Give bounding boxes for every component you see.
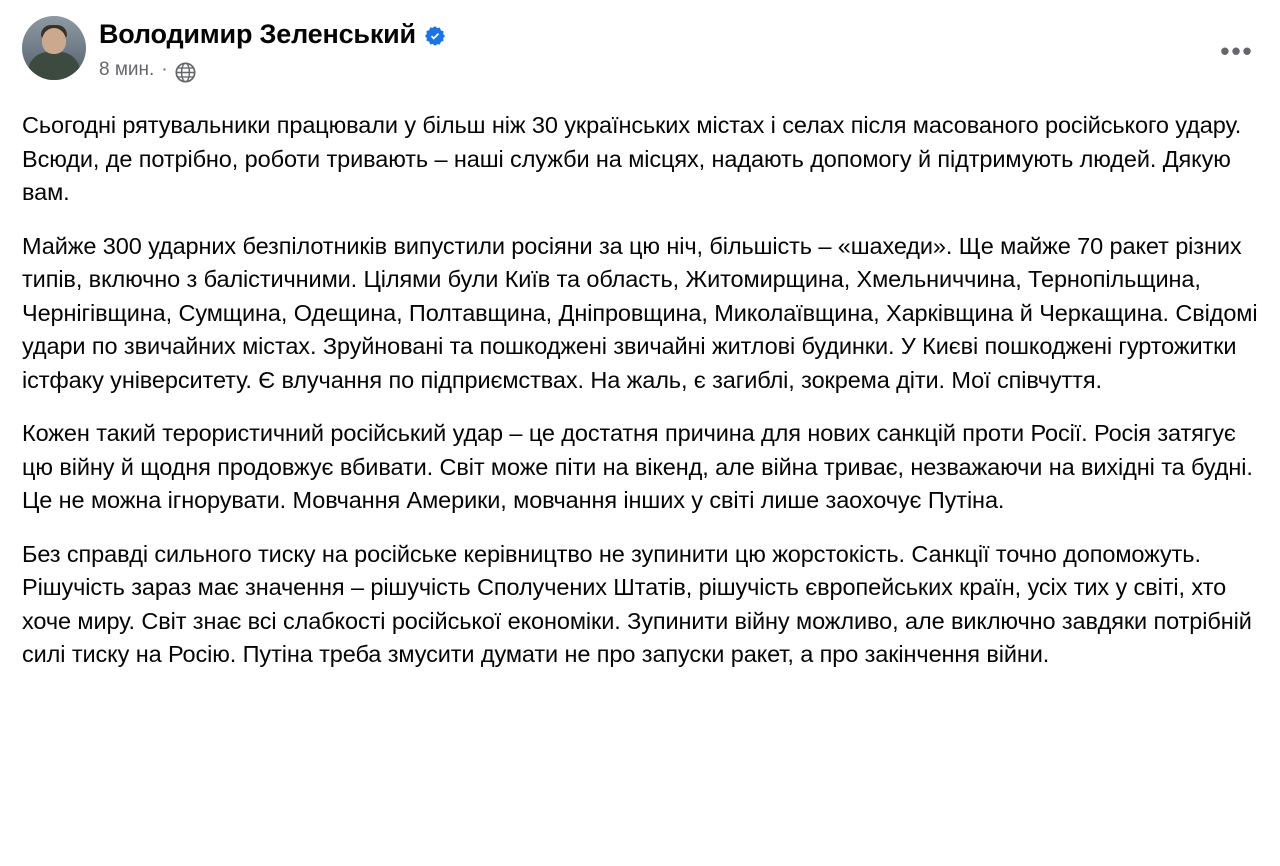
post-paragraph: Кожен такий терористичний російський удар – це достатня причина для нових санкцій проти Росії. Росія затягує цю війну й щодня продовжує вбивати. Світ може піти на вікенд, але війна триває, незважаючи на вихідні та будні. Це не можна ігнорувати. Мовчання Америки, мовчання інших у світі лише заохочує Путіна.	[22, 420, 1253, 513]
post-header	[22, 14, 1258, 92]
post-header-text	[99, 14, 1258, 82]
avatar-body	[28, 52, 80, 80]
post-paragraph: Без справді сильного тиску на російське керівництво не зупинити цю жорстокість. Санкції точно допоможуть. Рішучість зараз має значення – рішучість Сполучених Штатів, рішучість європейських країн, усіх тих у світі, хто хоче миру. Світ знає всі слабкості російської економіки. Зупинити війну можливо, але виключно завдяки потрібній силі тиску на Росію. Путіна треба змусити думати не про запуски ракет, а про закінчення війни.	[22, 540, 1252, 667]
post-body	[22, 109, 1258, 672]
post-timestamp[interactable]: 8 мин.	[99, 59, 155, 80]
author-name[interactable]: Володимир Зеленський	[99, 19, 416, 49]
author-row	[99, 17, 1258, 51]
avatar-head	[42, 28, 66, 54]
post-paragraph: Сьогодні рятувальники працювали у більш ніж 30 українських містах і селах після масованого російського удару. Всюди, де потрібно, роботи тривають – наші служби на місцях, надають допомогу й підтримують людей. Дякую вам.	[22, 112, 1242, 205]
globe-icon[interactable]	[175, 62, 196, 83]
avatar[interactable]	[22, 16, 86, 80]
meta-separator: ·	[161, 59, 168, 80]
post-meta	[99, 58, 1258, 82]
verified-badge-icon	[424, 25, 446, 47]
post-paragraph: Майже 300 ударних безпілотників випустили росіяни за цю ніч, більшість – «шахеди». Ще майже 70 ракет різних типів, включно з балістичними. Цілями були Київ та область, Житомирщина, Хмельниччина, Тернопільщина, Чернігівщина, Сумщина, Одещина, Полтавщина, Дніпровщина, Миколаївщина, Харківщина й Черкащина. Свідомі удари по звичайних містах. Зруйновані та пошкоджені звичайні житлові будинки. У Києві пошкоджені гуртожитки істфаку університету. Є влучання по підприємствах. На жаль, є загиблі, зокрема діти. Мої співчуття.	[22, 232, 1258, 393]
more-options-icon[interactable]: •••	[1220, 36, 1254, 66]
